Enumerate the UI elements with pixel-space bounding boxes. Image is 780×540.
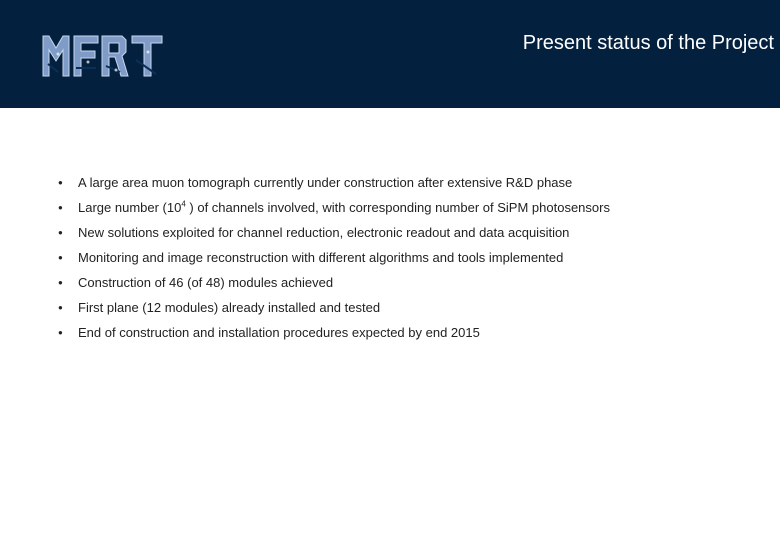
bullet-text: New solutions exploited for channel reduction, electronic readout and data acquisition bbox=[78, 225, 570, 240]
list-item bbox=[58, 270, 610, 295]
bullet-text-prefix: Large number (10 bbox=[78, 200, 182, 215]
bullet-icon: ● bbox=[58, 303, 63, 312]
bullet-icon: ● bbox=[58, 328, 63, 337]
bullet-text-suffix: ) of channels involved, with corresponding number of SiPM photosensors bbox=[185, 200, 610, 215]
list-item bbox=[58, 170, 610, 195]
bullet-text: First plane (12 modules) already installed and tested bbox=[78, 300, 381, 315]
bullet-text: Monitoring and image reconstruction with different algorithms and tools implemented bbox=[78, 250, 564, 265]
exponent: 4 bbox=[181, 199, 186, 209]
bullet-icon: ● bbox=[58, 203, 63, 212]
bullet-icon: ● bbox=[58, 278, 63, 287]
bullet-text: Construction of 46 (of 48) modules achieved bbox=[78, 275, 334, 290]
bullet-text: End of construction and installation procedures expected by end 2015 bbox=[78, 325, 480, 340]
bullet-icon: ● bbox=[58, 228, 63, 237]
logo bbox=[40, 30, 165, 82]
bullet-icon: ● bbox=[58, 253, 63, 262]
list-item bbox=[58, 295, 610, 320]
list-item bbox=[58, 195, 610, 220]
list-item bbox=[58, 320, 610, 345]
header-bar bbox=[0, 0, 780, 108]
bullet-text: A large area muon tomograph currently under construction after extensive R&D phase bbox=[78, 175, 573, 190]
list-item bbox=[58, 220, 610, 245]
bullet-icon: ● bbox=[58, 178, 63, 187]
logo-graphic bbox=[40, 30, 165, 82]
page-title: Present status of the Project bbox=[522, 32, 774, 54]
bullet-list bbox=[58, 170, 610, 345]
list-item bbox=[58, 245, 610, 270]
